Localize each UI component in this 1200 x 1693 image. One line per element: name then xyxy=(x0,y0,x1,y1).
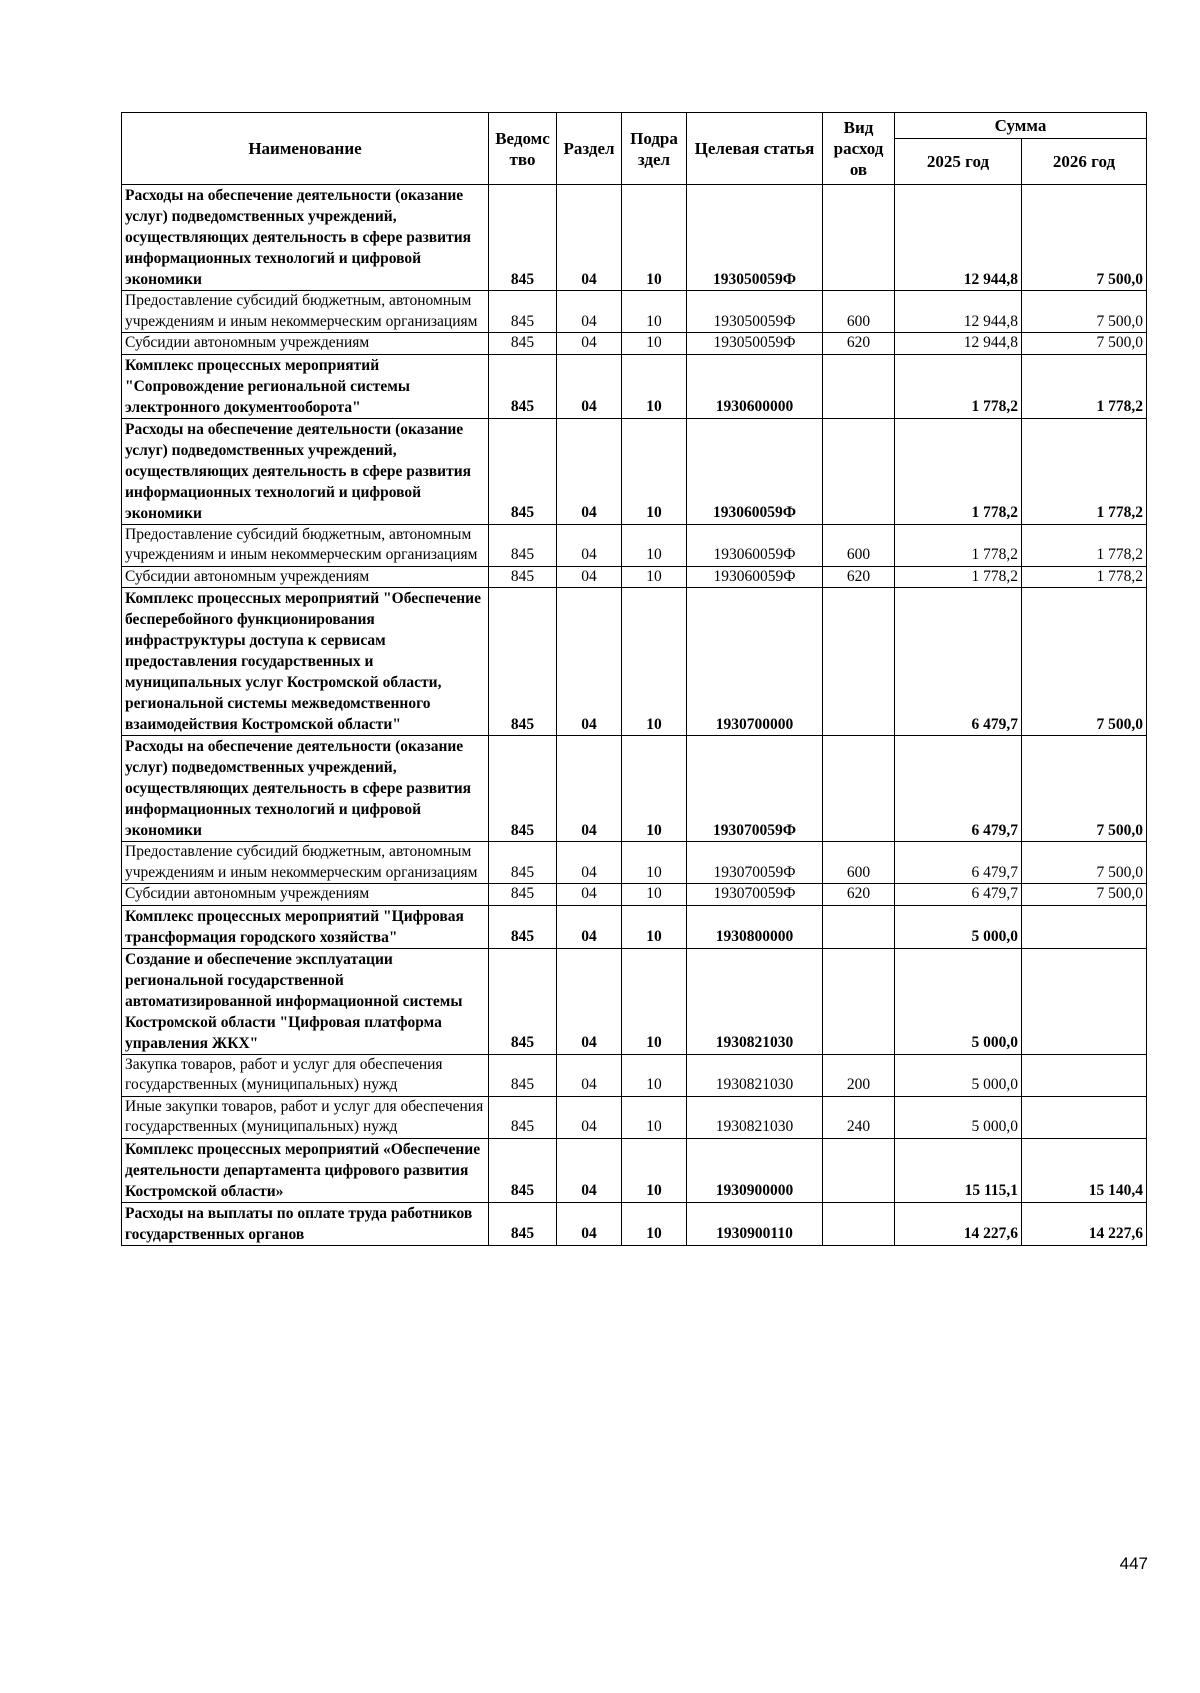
cell-subsection: 10 xyxy=(622,905,687,948)
cell-target: 193050059Ф xyxy=(687,185,823,291)
header-subsection: Подра здел xyxy=(622,113,687,185)
cell-dept: 845 xyxy=(489,566,557,588)
cell-section: 04 xyxy=(557,884,622,906)
cell-section: 04 xyxy=(557,1054,622,1096)
cell-target: 193050059Ф xyxy=(687,333,823,355)
cell-name: Субсидии автономным учреждениям xyxy=(122,884,489,906)
cell-target: 1930821030 xyxy=(687,1096,823,1138)
table-header xyxy=(122,113,1147,185)
cell-target: 1930900000 xyxy=(687,1138,823,1202)
cell-exp-type: 600 xyxy=(823,524,895,566)
cell-name: Субсидии автономным учреждениям xyxy=(122,566,489,588)
cell-exp-type xyxy=(823,418,895,524)
cell-sum-2026: 15 140,4 xyxy=(1022,1138,1147,1202)
cell-target: 1930821030 xyxy=(687,1054,823,1096)
cell-section: 04 xyxy=(557,948,622,1054)
cell-dept: 845 xyxy=(489,354,557,418)
cell-exp-type xyxy=(823,588,895,736)
cell-sum-2025: 5 000,0 xyxy=(895,948,1022,1054)
cell-subsection: 10 xyxy=(622,1096,687,1138)
cell-exp-type xyxy=(823,185,895,291)
cell-name: Расходы на выплаты по оплате труда работников государственных органов xyxy=(122,1202,489,1245)
cell-exp-type xyxy=(823,1138,895,1202)
cell-name: Предоставление субсидий бюджетным, автономным учреждениям и иным некоммерческим организациям xyxy=(122,524,489,566)
cell-target: 1930821030 xyxy=(687,948,823,1054)
table-row xyxy=(122,1096,1147,1138)
cell-dept: 845 xyxy=(489,185,557,291)
cell-target: 193070059Ф xyxy=(687,842,823,884)
cell-target: 193070059Ф xyxy=(687,884,823,906)
cell-subsection: 10 xyxy=(622,588,687,736)
cell-name: Иные закупки товаров, работ и услуг для обеспечения государственных (муниципальных) нужд xyxy=(122,1096,489,1138)
cell-subsection: 10 xyxy=(622,185,687,291)
cell-sum-2026: 1 778,2 xyxy=(1022,566,1147,588)
cell-subsection: 10 xyxy=(622,524,687,566)
cell-subsection: 10 xyxy=(622,354,687,418)
cell-subsection: 10 xyxy=(622,884,687,906)
cell-sum-2026 xyxy=(1022,905,1147,948)
cell-sum-2025: 12 944,8 xyxy=(895,185,1022,291)
cell-section: 04 xyxy=(557,1096,622,1138)
cell-name: Комплекс процессных мероприятий "Обеспечение бесперебойного функционирования инфраструктуры доступа к сервисам предоставления государственных и муниципальных услуг Костромской области, региональной системы межведомственного взаимодействия Костромской области" xyxy=(122,588,489,736)
cell-sum-2025: 5 000,0 xyxy=(895,905,1022,948)
cell-sum-2025: 15 115,1 xyxy=(895,1138,1022,1202)
cell-dept: 845 xyxy=(489,1202,557,1245)
cell-name: Расходы на обеспечение деятельности (оказание услуг) подведомственных учреждений, осуществляющих деятельность в сфере развития информационных технологий и цифровой экономики xyxy=(122,736,489,842)
cell-exp-type: 200 xyxy=(823,1054,895,1096)
cell-name: Создание и обеспечение эксплуатации региональной государственной автоматизированной информационной системы Костромской области "Цифровая платформа управления ЖКХ" xyxy=(122,948,489,1054)
cell-section: 04 xyxy=(557,905,622,948)
cell-section: 04 xyxy=(557,1138,622,1202)
cell-exp-type: 600 xyxy=(823,842,895,884)
cell-subsection: 10 xyxy=(622,1202,687,1245)
table-row xyxy=(122,884,1147,906)
cell-exp-type xyxy=(823,354,895,418)
table-row xyxy=(122,905,1147,948)
cell-section: 04 xyxy=(557,354,622,418)
cell-sum-2025: 5 000,0 xyxy=(895,1054,1022,1096)
header-section: Раздел xyxy=(557,113,622,185)
header-dept: Ведомс тво xyxy=(489,113,557,185)
table-row xyxy=(122,842,1147,884)
cell-sum-2025: 1 778,2 xyxy=(895,524,1022,566)
table-row xyxy=(122,291,1147,333)
cell-section: 04 xyxy=(557,1202,622,1245)
cell-sum-2025: 6 479,7 xyxy=(895,884,1022,906)
table-row xyxy=(122,1202,1147,1245)
cell-section: 04 xyxy=(557,524,622,566)
cell-section: 04 xyxy=(557,566,622,588)
cell-name: Предоставление субсидий бюджетным, автономным учреждениям и иным некоммерческим организациям xyxy=(122,842,489,884)
cell-dept: 845 xyxy=(489,842,557,884)
cell-section: 04 xyxy=(557,185,622,291)
cell-dept: 845 xyxy=(489,1096,557,1138)
cell-name: Комплекс процессных мероприятий "Сопровождение региональной системы электронного документооборота" xyxy=(122,354,489,418)
cell-dept: 845 xyxy=(489,1138,557,1202)
table-row xyxy=(122,418,1147,524)
cell-sum-2025: 5 000,0 xyxy=(895,1096,1022,1138)
cell-dept: 845 xyxy=(489,736,557,842)
cell-dept: 845 xyxy=(489,588,557,736)
cell-sum-2025: 14 227,6 xyxy=(895,1202,1022,1245)
cell-subsection: 10 xyxy=(622,566,687,588)
cell-name: Комплекс процессных мероприятий "Цифровая трансформация городского хозяйства" xyxy=(122,905,489,948)
table-row xyxy=(122,524,1147,566)
cell-sum-2025: 6 479,7 xyxy=(895,588,1022,736)
table-row xyxy=(122,354,1147,418)
cell-exp-type: 600 xyxy=(823,291,895,333)
header-year-2026: 2026 год xyxy=(1022,139,1147,185)
cell-sum-2026: 7 500,0 xyxy=(1022,884,1147,906)
cell-dept: 845 xyxy=(489,291,557,333)
cell-sum-2026: 7 500,0 xyxy=(1022,588,1147,736)
cell-sum-2026: 1 778,2 xyxy=(1022,354,1147,418)
cell-sum-2026: 7 500,0 xyxy=(1022,842,1147,884)
cell-target: 193060059Ф xyxy=(687,566,823,588)
cell-sum-2025: 1 778,2 xyxy=(895,566,1022,588)
cell-exp-type: 620 xyxy=(823,333,895,355)
cell-sum-2025: 12 944,8 xyxy=(895,291,1022,333)
cell-exp-type xyxy=(823,948,895,1054)
cell-sum-2026 xyxy=(1022,1054,1147,1096)
cell-sum-2026: 1 778,2 xyxy=(1022,524,1147,566)
cell-dept: 845 xyxy=(489,333,557,355)
cell-dept: 845 xyxy=(489,905,557,948)
cell-sum-2025: 12 944,8 xyxy=(895,333,1022,355)
cell-sum-2025: 6 479,7 xyxy=(895,842,1022,884)
cell-dept: 845 xyxy=(489,1054,557,1096)
cell-name: Закупка товаров, работ и услуг для обеспечения государственных (муниципальных) нужд xyxy=(122,1054,489,1096)
table-row xyxy=(122,948,1147,1054)
cell-name: Предоставление субсидий бюджетным, автономным учреждениям и иным некоммерческим организациям xyxy=(122,291,489,333)
header-exp-type: Вид расход ов xyxy=(823,113,895,185)
cell-sum-2026 xyxy=(1022,948,1147,1054)
cell-dept: 845 xyxy=(489,948,557,1054)
cell-sum-2025: 1 778,2 xyxy=(895,354,1022,418)
cell-section: 04 xyxy=(557,842,622,884)
cell-target: 193060059Ф xyxy=(687,524,823,566)
cell-exp-type: 240 xyxy=(823,1096,895,1138)
cell-name: Комплекс процессных мероприятий «Обеспечение деятельности департамента цифрового развития Костромской области» xyxy=(122,1138,489,1202)
cell-target: 193060059Ф xyxy=(687,418,823,524)
cell-section: 04 xyxy=(557,418,622,524)
cell-exp-type xyxy=(823,1202,895,1245)
cell-sum-2026: 1 778,2 xyxy=(1022,418,1147,524)
cell-sum-2025: 6 479,7 xyxy=(895,736,1022,842)
cell-sum-2026: 7 500,0 xyxy=(1022,185,1147,291)
cell-exp-type: 620 xyxy=(823,884,895,906)
page-number: 447 xyxy=(1119,1554,1148,1573)
cell-subsection: 10 xyxy=(622,291,687,333)
cell-exp-type xyxy=(823,905,895,948)
cell-target: 193070059Ф xyxy=(687,736,823,842)
table-body xyxy=(122,185,1147,1246)
table-row xyxy=(122,185,1147,291)
cell-section: 04 xyxy=(557,333,622,355)
cell-name: Расходы на обеспечение деятельности (оказание услуг) подведомственных учреждений, осуществляющих деятельность в сфере развития информационных технологий и цифровой экономики xyxy=(122,185,489,291)
cell-exp-type xyxy=(823,736,895,842)
table-row xyxy=(122,566,1147,588)
cell-sum-2026: 7 500,0 xyxy=(1022,291,1147,333)
cell-subsection: 10 xyxy=(622,418,687,524)
cell-subsection: 10 xyxy=(622,1054,687,1096)
cell-subsection: 10 xyxy=(622,1138,687,1202)
cell-sum-2026 xyxy=(1022,1096,1147,1138)
cell-target: 1930600000 xyxy=(687,354,823,418)
budget-table xyxy=(121,112,1147,1246)
cell-name: Субсидии автономным учреждениям xyxy=(122,333,489,355)
cell-section: 04 xyxy=(557,291,622,333)
cell-sum-2026: 14 227,6 xyxy=(1022,1202,1147,1245)
header-name: Наименование xyxy=(122,113,489,185)
table-row xyxy=(122,736,1147,842)
cell-sum-2026: 7 500,0 xyxy=(1022,736,1147,842)
cell-section: 04 xyxy=(557,736,622,842)
cell-dept: 845 xyxy=(489,524,557,566)
header-target: Целевая статья xyxy=(687,113,823,185)
cell-section: 04 xyxy=(557,588,622,736)
table-row xyxy=(122,588,1147,736)
table-row xyxy=(122,1138,1147,1202)
cell-target: 193050059Ф xyxy=(687,291,823,333)
table-row xyxy=(122,1054,1147,1096)
cell-subsection: 10 xyxy=(622,948,687,1054)
cell-sum-2025: 1 778,2 xyxy=(895,418,1022,524)
cell-sum-2026: 7 500,0 xyxy=(1022,333,1147,355)
cell-dept: 845 xyxy=(489,418,557,524)
cell-subsection: 10 xyxy=(622,842,687,884)
cell-target: 1930700000 xyxy=(687,588,823,736)
cell-subsection: 10 xyxy=(622,736,687,842)
cell-target: 1930900110 xyxy=(687,1202,823,1245)
cell-name: Расходы на обеспечение деятельности (оказание услуг) подведомственных учреждений, осуществляющих деятельность в сфере развития информационных технологий и цифровой экономики xyxy=(122,418,489,524)
header-year-2025: 2025 год xyxy=(895,139,1022,185)
table-row xyxy=(122,333,1147,355)
cell-target: 1930800000 xyxy=(687,905,823,948)
cell-dept: 845 xyxy=(489,884,557,906)
header-sum: Сумма xyxy=(895,113,1147,139)
cell-subsection: 10 xyxy=(622,333,687,355)
cell-exp-type: 620 xyxy=(823,566,895,588)
